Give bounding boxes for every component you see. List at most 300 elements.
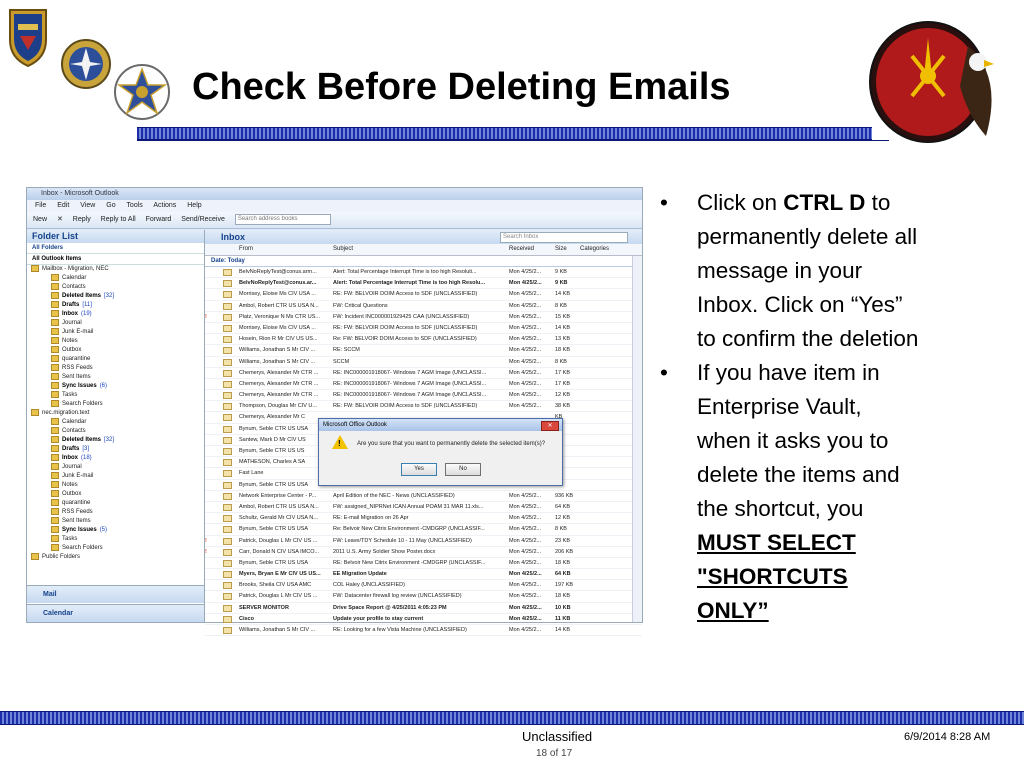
envelope-icon (223, 437, 232, 444)
address-book-search[interactable]: Search address books (235, 214, 331, 225)
window-title: Inbox - Microsoft Outlook (27, 188, 642, 200)
inbox-search-input[interactable]: Search Inbox (500, 232, 628, 243)
bullet-2-line-3: when it asks you to (697, 428, 889, 453)
message-list-scrollbar[interactable] (632, 256, 642, 622)
message-from: Cisco (239, 615, 254, 622)
envelope-icon (223, 370, 232, 377)
dialog-close-icon[interactable]: ✕ (541, 421, 559, 431)
menu-actions[interactable]: Actions (153, 202, 177, 209)
message-subject: Re: FW: BELVOIR DOIM Access to SDF (UNCLASSIFIED) (333, 336, 477, 343)
folder-item[interactable] (27, 301, 204, 310)
folder-icon (51, 310, 59, 317)
importance-icon: ! (205, 537, 207, 544)
message-size: 8 KB (555, 302, 567, 309)
message-size: 18 KB (555, 593, 570, 600)
message-from: Bynum, Seble CTR US USA (239, 481, 309, 488)
message-subject: FW: Critical Questions (333, 302, 388, 309)
folder-item[interactable] (27, 319, 204, 328)
message-row[interactable] (205, 368, 642, 379)
new-button[interactable]: New (33, 216, 48, 223)
column-from[interactable]: From (239, 246, 253, 252)
message-subject: RE: E-mail Migration on 26 Apr (333, 515, 409, 522)
message-subject: 2011 U.S. Army Soldier Show Poster.docx (333, 548, 436, 555)
message-size: 13 KB (555, 336, 570, 343)
folder-icon (51, 445, 59, 452)
message-row[interactable] (205, 502, 642, 513)
column-received[interactable]: Received (509, 246, 535, 252)
envelope-icon (223, 470, 232, 477)
folder-item[interactable] (27, 373, 204, 382)
message-size: 206 KB (555, 548, 574, 555)
folder-item[interactable] (27, 418, 204, 427)
message-from: Myers, Bryan E Mr CIV US US... (239, 571, 321, 578)
message-from: Brooks, Sheila CIV USA AMC (239, 582, 312, 589)
bullet-2-line-1: If you have item in (697, 360, 880, 385)
message-size: 14 KB (555, 291, 570, 298)
folder-icon (51, 328, 59, 335)
message-from: SERVER MONITOR (239, 604, 289, 611)
folder-count: [11] (82, 302, 92, 309)
dialog-message: Are you sure that you want to permanently delete the selected item(s)? (357, 441, 546, 447)
folder-label: Junk E-mail (62, 329, 94, 336)
message-subject: COL Haley (UNCLASSIFIED) (333, 582, 405, 589)
folder-item[interactable] (27, 472, 204, 481)
footer-page-number: 18 of 17 (536, 748, 573, 759)
message-row[interactable] (205, 345, 642, 356)
message-subject: RE: INC000001918067- Windows 7 AGM Image (UNCLASSI... (333, 392, 487, 399)
message-subject: Update your profile to stay current (333, 615, 424, 622)
folder-count: [32] (104, 437, 115, 444)
column-header (205, 244, 642, 256)
message-subject: April Edition of the NEC - News (UNCLASSIFIED) (333, 492, 455, 499)
envelope-icon (223, 325, 232, 332)
folder-item[interactable] (27, 274, 204, 283)
envelope-icon (223, 336, 232, 343)
message-from: Williams, Jonathan S Mr CIV ... (239, 627, 316, 633)
message-size: 936 KB (555, 492, 574, 499)
folder-item[interactable] (27, 463, 204, 472)
message-subject: RE: FW: BELVOIR DOIM Access to SDF (UNCLASSIFIED) (333, 324, 478, 331)
menu-edit[interactable]: Edit (57, 202, 70, 209)
unit-crest-logo (60, 38, 112, 90)
delete-confirm-dialog (318, 418, 563, 486)
message-from: Thompson, Douglas Mr CIV U... (239, 403, 317, 410)
folder-item[interactable] (27, 526, 204, 535)
folder-icon (51, 472, 59, 479)
message-received: Mon 4/25/2... (509, 358, 542, 365)
message-row[interactable] (205, 536, 642, 547)
folder-label: Deleted Items (62, 437, 102, 444)
reply-button[interactable]: Reply (72, 216, 91, 223)
message-received: Mon 4/25/2... (509, 291, 542, 298)
folder-icon (51, 436, 59, 443)
folder-item[interactable] (27, 409, 204, 418)
message-from: BelvNoReplyTest@conus.arm... (239, 269, 317, 275)
folder-icon (31, 553, 39, 560)
dialog-title (319, 419, 562, 431)
message-row[interactable] (205, 569, 642, 580)
folder-item[interactable] (27, 490, 204, 499)
message-from: Morrisey, Eloise Ms CIV USA ... (239, 291, 316, 298)
message-row[interactable] (205, 334, 642, 345)
folder-label: Contacts (62, 428, 86, 435)
message-received: Mon 4/25/2... (509, 537, 542, 544)
message-received: Mon 4/25/2... (509, 369, 542, 376)
folder-label: Sync Issues (62, 383, 97, 390)
folder-item[interactable] (27, 292, 204, 301)
message-size: 12 KB (555, 515, 570, 522)
folder-item[interactable] (27, 400, 204, 409)
inbox-header (205, 230, 642, 244)
message-row[interactable] (205, 603, 642, 614)
envelope-icon (223, 269, 232, 276)
folder-icon (51, 355, 59, 362)
message-from: Fast Lane (239, 470, 264, 477)
folder-item[interactable] (27, 535, 204, 544)
envelope-icon (223, 403, 232, 410)
message-size: 10 KB (555, 604, 571, 611)
message-received: Mon 4/25/2... (509, 269, 542, 275)
envelope-icon (223, 593, 232, 600)
folder-item[interactable] (27, 427, 204, 436)
folder-label: RSS Feeds (62, 509, 93, 516)
envelope-icon (223, 526, 232, 533)
folder-count: (18) (81, 455, 92, 462)
folder-label: Inbox (62, 311, 78, 318)
message-size: 8 KB (555, 526, 567, 533)
message-subject: Alert: Total Percentage Interrupt Time is too high Resolu... (333, 280, 485, 287)
message-subject: FW: Incident INC000001929425 CAA (UNCLASSIFIED) (333, 313, 470, 320)
message-subject: RE: INC000001918067- Windows 7 AGM Image (UNCLASSI... (333, 369, 487, 376)
folder-label: Sent Items (62, 518, 91, 525)
menu-bar (27, 200, 642, 212)
envelope-icon (223, 381, 232, 388)
envelope-icon (223, 549, 232, 556)
message-subject: FW: Leave/TDY Schedule 10 - 11 May (UNCLASSIFIED) (333, 537, 472, 544)
message-row[interactable] (205, 513, 642, 524)
folder-icon (51, 508, 59, 515)
envelope-icon (223, 291, 232, 298)
message-row[interactable] (205, 357, 642, 368)
message-size: 18 KB (555, 347, 570, 354)
importance-icon: ! (205, 548, 207, 555)
command-seal-logo (113, 63, 171, 121)
envelope-icon (223, 616, 232, 623)
message-received: Mon 4/25/2... (509, 627, 542, 633)
message-row[interactable] (205, 580, 642, 591)
message-from: Chemerys, Alexander Mr CTR ... (239, 369, 319, 376)
folder-icon (51, 301, 59, 308)
folder-item[interactable] (27, 391, 204, 400)
message-row[interactable] (205, 289, 642, 300)
folder-item[interactable] (27, 499, 204, 508)
bullet-1-text-b: to (865, 190, 891, 215)
message-from: Williams, Jonathan S Mr CIV ... (239, 347, 316, 354)
bullet-1-line-5: to confirm the deletion (697, 326, 919, 351)
folder-item[interactable] (27, 346, 204, 355)
toolbar (27, 212, 642, 229)
message-subject: Drive Space Report @ 4/25/2011 4:05:23 PM (333, 604, 447, 611)
message-received: Mon 4/25/2... (509, 492, 542, 499)
folder-item[interactable] (27, 283, 204, 292)
army-shield-logo (6, 6, 50, 68)
message-row[interactable] (205, 278, 642, 289)
bullet-dot: • (660, 360, 668, 385)
message-size: 38 KB (555, 403, 570, 410)
folder-icon (51, 337, 59, 344)
message-from: Bynum, Seble CTR US USA (239, 526, 309, 533)
message-from: Patrick, Douglas L Mr CIV US ... (239, 537, 318, 544)
folder-label: Drafts (62, 302, 80, 309)
bullet-1-line-3: message in your (697, 258, 863, 283)
folder-list-title: Folder List (27, 230, 204, 243)
bullet-dot: • (660, 190, 668, 215)
message-received: Mon 4/25/2... (509, 347, 542, 354)
folder-icon (51, 499, 59, 506)
message-subject: RE: FW: BELVOIR DOIM Access to SDF (UNCLASSIFIED) (333, 403, 478, 410)
folder-count: (5) (99, 527, 108, 534)
folder-item[interactable] (27, 328, 204, 337)
slide-title: Check Before Deleting Emails (192, 66, 731, 108)
envelope-icon (223, 504, 232, 511)
dialog-yes-button[interactable]: Yes (401, 463, 437, 476)
dialog-no-button[interactable]: No (445, 463, 481, 476)
folder-label: Outbox (62, 347, 82, 354)
message-size: 197 KB (555, 582, 574, 589)
folder-label: Sent Items (62, 374, 91, 381)
footer-bar (0, 711, 1024, 725)
message-size: 9 KB (555, 269, 567, 275)
importance-icon: ! (205, 313, 207, 320)
message-size: 14 KB (555, 324, 570, 331)
folder-icon (51, 283, 59, 290)
title-divider-line (137, 140, 889, 141)
message-subject: RE: SCCM (333, 347, 360, 354)
folder-label: Public Folders (42, 554, 81, 561)
envelope-icon (223, 605, 232, 612)
message-from: Carr, Donald N CIV USA IMCO... (239, 548, 320, 555)
envelope-icon (223, 482, 232, 489)
message-row[interactable] (205, 301, 642, 312)
folder-icon (51, 463, 59, 470)
folder-icon (51, 274, 59, 281)
folder-icon (51, 481, 59, 488)
message-received: Mon 4/25/2... (509, 403, 542, 410)
folder-item[interactable] (27, 310, 204, 319)
folder-icon (51, 391, 59, 398)
message-row[interactable] (205, 267, 642, 278)
folder-icon (51, 364, 59, 371)
message-received: Mon 4/25/2... (509, 515, 542, 522)
folder-icon (51, 535, 59, 542)
message-from: Chemerys, Alexander Mr C (239, 414, 306, 421)
message-row[interactable] (205, 323, 642, 334)
folder-icon (51, 454, 59, 461)
dialog-title-text: Microsoft Office Outlook (323, 422, 387, 428)
message-size: 23 KB (555, 537, 570, 544)
envelope-icon (223, 560, 232, 567)
envelope-icon (223, 426, 232, 433)
folder-item[interactable] (27, 553, 204, 562)
bullet-1-line-2: permanently delete all (697, 224, 918, 249)
bullet-1 (660, 186, 1000, 356)
group-header-today: Date: Today (205, 256, 642, 267)
folder-count: [3] (82, 446, 90, 453)
menu-go[interactable]: Go (106, 202, 116, 209)
envelope-icon (223, 347, 232, 354)
message-row[interactable] (205, 591, 642, 602)
message-from: Schultz, Gerald Mr CIV USA N... (239, 515, 318, 522)
nav-mail-button[interactable]: Mail (27, 585, 204, 603)
nav-calendar-button[interactable]: Calendar (27, 604, 204, 622)
menu-file[interactable]: File (35, 202, 47, 209)
folder-label: Tasks (62, 392, 78, 399)
menu-view[interactable]: View (80, 202, 96, 209)
folder-icon (31, 409, 39, 416)
bullet-2-line-6: MUST SELECT (697, 530, 856, 555)
message-received: Mon 4/25/2... (509, 336, 542, 343)
message-row[interactable] (205, 390, 642, 401)
message-row[interactable] (205, 524, 642, 535)
message-from: Patrick, Douglas L Mr CIV US ... (239, 593, 318, 600)
message-size: 11 KB (555, 615, 571, 622)
message-row[interactable] (205, 625, 642, 636)
message-from: Ambol, Robert CTR US USA N... (239, 302, 319, 309)
folder-label: Junk E-mail (62, 473, 94, 480)
message-from: Santew, Mark D Mr CIV US (239, 436, 306, 443)
message-from: Bynum, Seble CTR US US (239, 448, 305, 454)
message-row[interactable] (205, 401, 642, 412)
folder-icon (51, 400, 59, 407)
bullet-1-shortcut: CTRL D (783, 190, 866, 215)
folder-item[interactable] (27, 436, 204, 445)
column-subject[interactable]: Subject (333, 246, 354, 252)
message-received: Mon 4/25/2... (509, 280, 542, 287)
message-subject: FW: Datacenter firewall log review (UNCLASSIFIED) (333, 593, 462, 600)
message-subject: FW: assigned_NIPRNet ICAN Annual POAM 31 MAR 11.xls... (333, 503, 484, 510)
folder-item[interactable] (27, 355, 204, 364)
folder-label: Mailbox - Migration, NEC (42, 266, 109, 273)
folder-label: Notes (62, 338, 78, 345)
forward-button[interactable]: Forward (145, 216, 172, 223)
folder-label: Journal (62, 320, 82, 327)
message-size: 8 KB (555, 358, 567, 365)
envelope-icon (223, 515, 232, 522)
message-from: Network Enterprise Center - P... (239, 492, 317, 499)
message-received: Mon 4/25/2... (509, 302, 542, 309)
folder-item[interactable] (27, 445, 204, 454)
message-from: Williams, Jonathan S Mr CIV ... (239, 358, 316, 365)
envelope-icon (223, 392, 232, 399)
message-size: 12 KB (555, 392, 570, 399)
message-subject: RE: INC000001918067- Windows 7 AGM Image (UNCLASSI... (333, 380, 487, 387)
folder-item[interactable] (27, 337, 204, 346)
message-size: 14 KB (555, 627, 570, 633)
envelope-icon (223, 582, 232, 589)
message-from: Bynum, Seble CTR US USA (239, 559, 309, 566)
message-subject: Alert: Total Percentage Interrupt Time is too high Resoluti... (333, 269, 477, 275)
delete-icon[interactable]: ✕ (56, 216, 63, 223)
message-row[interactable] (205, 379, 642, 390)
folder-label: Tasks (62, 536, 78, 543)
folder-label: Deleted Items (62, 293, 102, 300)
envelope-icon (223, 493, 232, 500)
envelope-icon (223, 359, 232, 366)
envelope-icon (223, 627, 232, 634)
envelope-icon (223, 303, 232, 310)
folder-label: Calendar (62, 419, 87, 426)
message-received: Mon 4/25/2... (509, 571, 542, 578)
envelope-icon (223, 314, 232, 321)
folder-label: Contacts (62, 284, 86, 291)
folder-item[interactable] (27, 517, 204, 526)
column-size[interactable]: Size (555, 246, 567, 252)
message-row[interactable] (205, 547, 642, 558)
message-row[interactable] (205, 558, 642, 569)
message-from: Ambol, Robert CTR US USA N... (239, 503, 319, 510)
bullet-list (660, 186, 1000, 628)
folder-label: Journal (62, 464, 82, 471)
folder-icon (51, 382, 59, 389)
footer-classification: Unclassified (522, 729, 593, 744)
folder-label: Calendar (62, 275, 87, 282)
menu-tools[interactable]: Tools (126, 202, 143, 209)
message-row[interactable] (205, 491, 642, 502)
message-received: Mon 4/25/2... (509, 604, 542, 611)
folder-label: RSS Feeds (62, 365, 93, 372)
folder-icon (51, 544, 59, 551)
all-outlook-items[interactable]: All Outlook Items (27, 254, 204, 265)
folder-item[interactable] (27, 508, 204, 517)
folder-item[interactable] (27, 265, 204, 274)
folder-item[interactable] (27, 481, 204, 490)
reply-all-button[interactable]: Reply to All (100, 216, 136, 223)
message-received: Mon 4/25/2... (509, 593, 542, 600)
bullet-2-line-4: delete the items and (697, 462, 900, 487)
message-size: 64 KB (555, 503, 570, 510)
message-received: Mon 4/25/2... (509, 503, 542, 510)
message-size: 18 KB (555, 559, 570, 566)
folder-label: nec.migration.text (42, 410, 90, 417)
folder-item[interactable] (27, 454, 204, 463)
bullet-1-text-a: Click on (697, 190, 784, 215)
message-from: MATHESON, Charles A SA (239, 459, 306, 466)
folder-icon (51, 517, 59, 524)
message-subject: SCCM (333, 358, 350, 365)
column-categories[interactable]: Categories (580, 246, 610, 252)
message-row[interactable] (205, 614, 642, 625)
message-from: Chemerys, Alexander Mr CTR ... (239, 392, 319, 399)
message-size: 17 KB (555, 380, 570, 387)
footer-date: 6/9/2014 8:28 AM (904, 731, 991, 743)
menu-help[interactable]: Help (187, 202, 202, 209)
message-received: Mon 4/25/2... (509, 392, 542, 399)
message-row[interactable] (205, 312, 642, 323)
message-subject: RE: FW: BELVOIR DOIM Access to SDF (UNCLASSIFIED) (333, 291, 478, 298)
message-received: Mon 4/25/2... (509, 548, 542, 555)
folder-icon (51, 346, 59, 353)
folder-count: [32] (104, 293, 115, 300)
folder-pane (27, 230, 205, 622)
bullet-2-line-2: Enterprise Vault, (697, 394, 862, 419)
send-receive-button[interactable]: Send/Receive (181, 216, 225, 223)
bullet-2-line-7: "SHORTCUTS (697, 564, 848, 589)
folder-label: Sync Issues (62, 527, 97, 534)
envelope-icon (223, 571, 232, 578)
folder-item[interactable] (27, 544, 204, 553)
folder-item[interactable] (27, 364, 204, 373)
folder-item[interactable] (27, 382, 204, 391)
